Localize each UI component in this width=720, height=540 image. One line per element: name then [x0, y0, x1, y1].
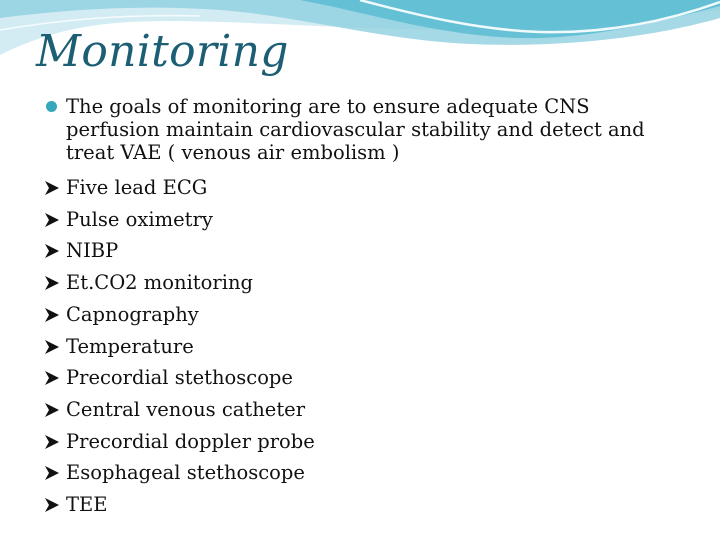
list-item-text: Precordial doppler probe	[66, 429, 315, 453]
arrowhead-bullet-icon	[44, 307, 60, 323]
arrowhead-bullet-icon	[44, 243, 60, 259]
list-item	[44, 489, 684, 521]
list-item-text: Esophageal stethoscope	[66, 461, 305, 485]
list-item	[44, 426, 684, 458]
circle-bullet-icon	[46, 101, 57, 112]
slide-title: Monitoring	[36, 26, 289, 77]
list-item	[44, 204, 684, 236]
intro-bullet	[44, 95, 684, 164]
arrowhead-bullet-icon	[44, 402, 60, 418]
list-item	[44, 457, 684, 489]
list-item-text: TEE	[66, 493, 108, 517]
arrowhead-bullet-icon	[44, 180, 60, 196]
list-item-text: Precordial stethoscope	[66, 366, 293, 390]
arrowhead-bullet-icon	[44, 497, 60, 513]
arrowhead-bullet-icon	[44, 339, 60, 355]
arrowhead-bullet-icon	[44, 275, 60, 291]
arrowhead-bullet-icon	[44, 434, 60, 450]
list-item	[44, 362, 684, 394]
intro-text: The goals of monitoring are to ensure adequate CNS perfusion maintain cardiovascular stability and detect and treat VAE ( venous air embolism )	[66, 95, 645, 164]
list-item-text: Five lead ECG	[66, 176, 208, 199]
bullet-list	[44, 95, 684, 521]
list-item-text: Et.CO2 monitoring	[66, 271, 253, 295]
arrowhead-bullet-icon	[44, 370, 60, 386]
list-item-text: Central venous catheter	[66, 397, 306, 421]
list-item-text: Temperature	[66, 334, 194, 358]
list-item	[44, 172, 684, 204]
list-item-text: Capnography	[66, 302, 199, 326]
list-item	[44, 331, 684, 363]
list-item-text: Pulse oximetry	[66, 207, 213, 231]
arrowhead-bullet-icon	[44, 465, 60, 481]
list-item	[44, 299, 684, 331]
list-item	[44, 394, 684, 426]
arrowhead-bullet-icon	[44, 212, 60, 228]
list-item	[44, 267, 684, 299]
list-item	[44, 235, 684, 267]
list-item-text: NIBP	[66, 239, 119, 263]
